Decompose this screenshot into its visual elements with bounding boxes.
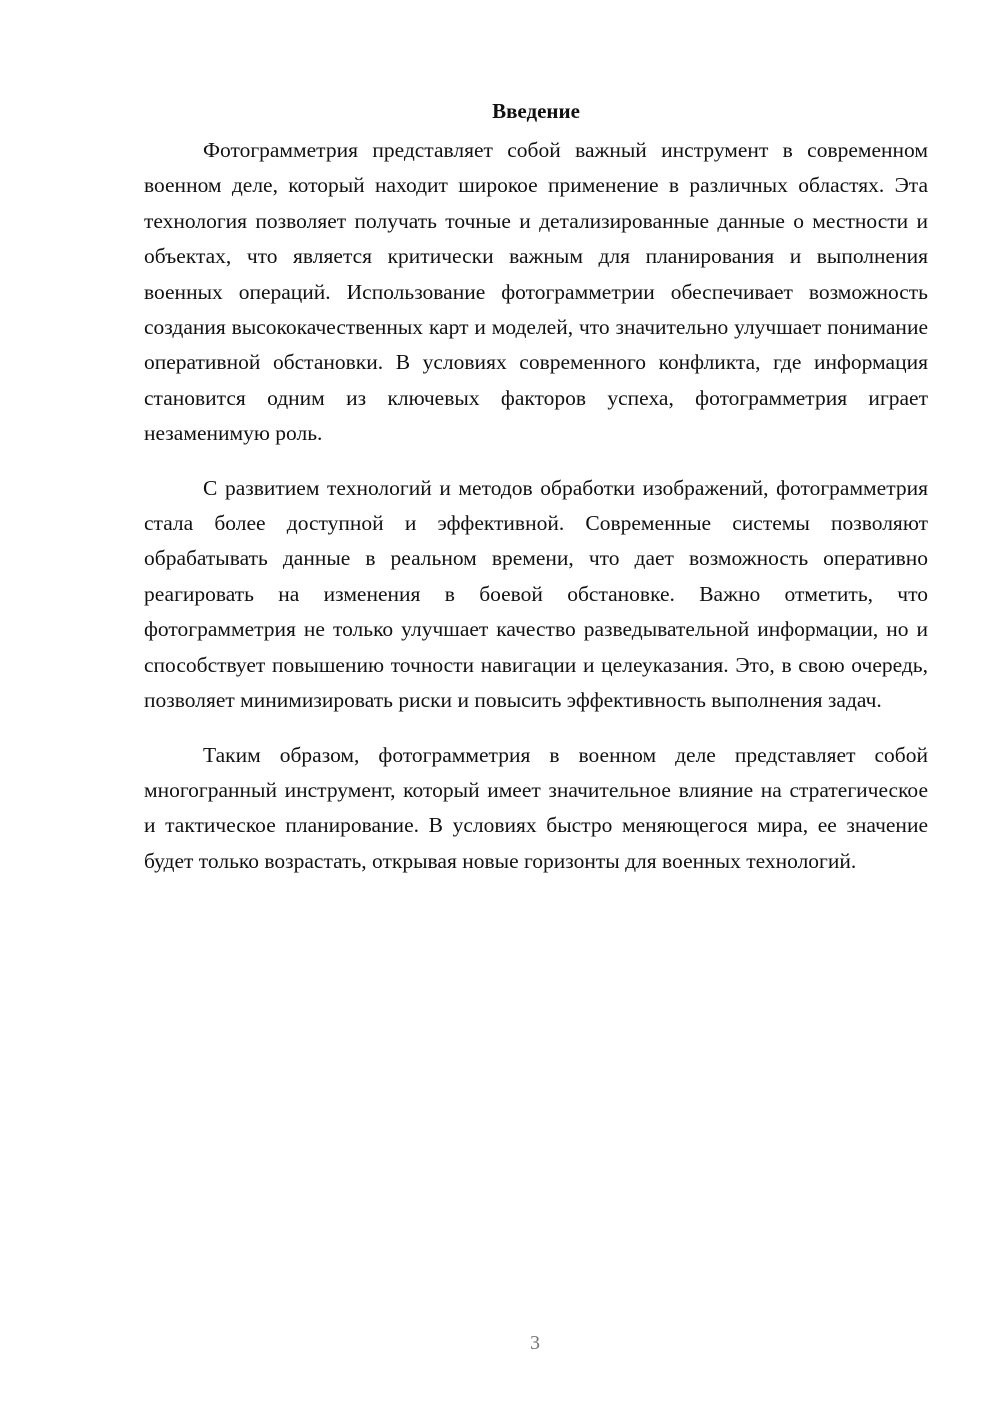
paragraph-3: Таким образом, фотограмметрия в военном деле представляет собой многогранный инструмент, который имеет значительное влияние на стратегическое и тактическое планирование. В условиях быстро меняющегося мира, ее значение будет только возрастать, открывая новые горизонты для военных технологий. bbox=[144, 742, 928, 873]
page-number: 3 bbox=[530, 1332, 540, 1354]
section-title: Введение bbox=[492, 99, 580, 123]
paragraph-2: С развитием технологий и методов обработки изображений, фотограмметрия стала более доступной и эффективной. Современные системы позволяют обрабатывать данные в реальном времени, что дает возможность оперативно реагировать на изменения в боевой обстановке. Важно отметить, что фотограмметрия не только улучшает качество разведывательной информации, но и способствует повышению точности навигации и целеуказания. Это, в свою очередь, позволяет минимизировать риски и повысить эффективность выполнения задач. bbox=[144, 475, 928, 713]
paragraph-1: Фотограмметрия представляет собой важный инструмент в современном военном деле, который находит широкое применение в различных областях. Эта технология позволяет получать точные и детализированные данные о местности и объектах, что является критически важным для планирования и выполнения военных операций. Использование фотограмметрии обеспечивает возможность создания высококачественных карт и моделей, что значительно улучшает понимание оперативной обстановки. В условиях современного конфликта, где информация становится одним из ключевых факторов успеха, фотограмметрия играет незаменимую роль. bbox=[144, 138, 928, 446]
page-content bbox=[144, 96, 928, 879]
